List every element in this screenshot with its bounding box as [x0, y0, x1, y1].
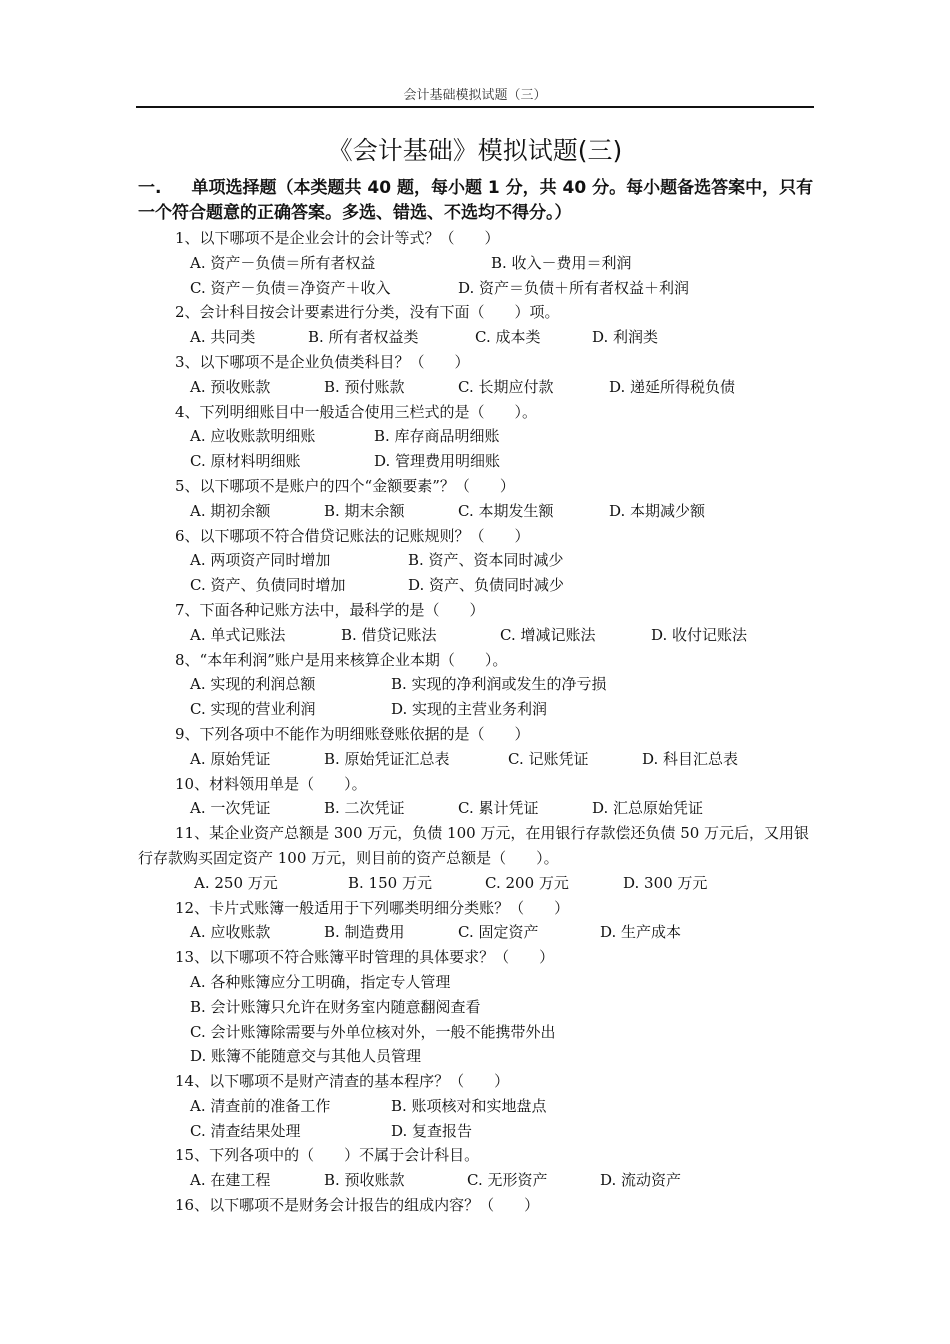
option-row — [138, 1044, 818, 1069]
question-stem: 12、卡片式账簿一般适用于下列哪类明细分类账？（ ） — [175, 898, 570, 917]
option: A. 一次凭证 — [190, 799, 271, 818]
option-row — [138, 375, 818, 400]
question-stem: 15、下列各项中的（ ）不属于会计科目。 — [175, 1146, 480, 1165]
question-stem: 8、“本年利润”账户是用来核算企业本期（ ）。 — [175, 650, 508, 669]
option: B. 预付账款 — [324, 377, 405, 396]
option: D. 账簿不能随意交与其他人员管理 — [190, 1047, 422, 1066]
option-row — [138, 1168, 818, 1193]
option-row — [138, 573, 818, 598]
option-row — [138, 970, 818, 995]
option: D. 复查报告 — [391, 1121, 473, 1140]
question-stem: 4、下列明细账目中一般适合使用三栏式的是（ ）。 — [175, 402, 538, 421]
option: C. 资产－负债＝净资产＋收入 — [190, 278, 391, 297]
question-stem: 16、以下哪项不是财务会计报告的组成内容？（ ） — [175, 1196, 540, 1215]
question-stem: 5、以下哪项不是账户的四个“金额要素”？（ ） — [175, 476, 515, 495]
option: A. 250 万元 — [194, 873, 278, 892]
option: C. 原材料明细账 — [190, 452, 301, 471]
option: D. 本期减少额 — [609, 501, 706, 520]
option: B. 期末余额 — [324, 501, 405, 520]
question-stem: 13、以下哪项不符合账簿平时管理的具体要求？（ ） — [175, 948, 555, 967]
option: D. 资产＝负债＋所有者权益＋利润 — [458, 278, 690, 297]
option: B. 账项核对和实地盘点 — [391, 1096, 547, 1115]
option-row — [138, 1020, 818, 1045]
question-stem: 2、会计科目按会计要素进行分类，没有下面（ ）项。 — [175, 303, 560, 322]
option-row — [138, 871, 818, 896]
option-row — [138, 920, 818, 945]
option: C. 清查结果处理 — [190, 1121, 301, 1140]
page-title: 《会计基础》模拟试题(三) — [327, 136, 623, 165]
option: C. 资产、负债同时增加 — [190, 576, 346, 595]
question-stem: 9、下列各项中不能作为明细账登账依据的是（ ） — [175, 724, 530, 743]
option: D. 管理费用明细账 — [374, 452, 501, 471]
option: D. 流动资产 — [600, 1171, 682, 1190]
option: B. 库存商品明细账 — [374, 427, 500, 446]
option: C. 记账凭证 — [508, 749, 589, 768]
option: D. 300 万元 — [623, 873, 708, 892]
option: A. 共同类 — [190, 328, 256, 347]
option-row — [138, 672, 818, 697]
question-stem: 7、下面各种记账方法中，最科学的是（ ） — [175, 600, 485, 619]
option: C. 实现的营业利润 — [190, 700, 316, 719]
option-row — [138, 1119, 818, 1144]
option: A. 应收账款明细账 — [190, 427, 316, 446]
section-heading — [138, 176, 818, 226]
option: A. 资产－负债＝所有者权益 — [190, 253, 376, 272]
option: C. 无形资产 — [467, 1171, 548, 1190]
header-rule — [136, 106, 814, 108]
option: B. 借贷记账法 — [341, 625, 437, 644]
option: A. 预收账款 — [190, 377, 271, 396]
option: A. 各种账簿应分工明确，指定专人管理 — [190, 972, 451, 991]
option-row — [138, 499, 818, 524]
option: D. 汇总原始凭证 — [592, 799, 704, 818]
option: B. 所有者权益类 — [308, 328, 419, 347]
option-row — [138, 449, 818, 474]
option: B. 收入－费用＝利润 — [491, 253, 632, 272]
option: C. 本期发生额 — [458, 501, 554, 520]
option-row — [138, 276, 818, 301]
option-row — [138, 325, 818, 350]
option: A. 单式记账法 — [190, 625, 286, 644]
option: B. 150 万元 — [348, 873, 432, 892]
option: B. 资产、资本同时减少 — [408, 551, 564, 570]
question-list — [138, 226, 818, 1218]
option: D. 资产、负债同时减少 — [408, 576, 565, 595]
option: A. 清查前的准备工作 — [190, 1096, 331, 1115]
option: A. 期初余额 — [190, 501, 271, 520]
question-stem: 11、某企业资产总额是 300 万元，负债 100 万元，在用银行存款偿还负债 50 万元后，又用银行存款购买固定资产 100 万元，则目前的资产总额是（ ）。 — [138, 824, 810, 867]
option: B. 预收账款 — [324, 1171, 405, 1190]
option: A. 应收账款 — [190, 923, 271, 942]
option-row — [138, 747, 818, 772]
option-row — [138, 995, 818, 1020]
option: A. 实现的利润总额 — [190, 675, 316, 694]
option: B. 实现的净利润或发生的净亏损 — [391, 675, 607, 694]
option: D. 利润类 — [592, 328, 659, 347]
option: C. 累计凭证 — [458, 799, 539, 818]
option-row — [138, 796, 818, 821]
option: C. 成本类 — [475, 328, 541, 347]
option: D. 递延所得税负债 — [609, 377, 736, 396]
option: D. 收付记账法 — [651, 625, 748, 644]
option: D. 实现的主营业务利润 — [391, 700, 548, 719]
option: B. 二次凭证 — [324, 799, 405, 818]
option: C. 200 万元 — [485, 873, 569, 892]
option: A. 两项资产同时增加 — [190, 551, 331, 570]
question-stem: 10、材料领用单是（ ）。 — [175, 774, 367, 793]
section-text: 单项选择题（本类题共 40 题，每小题 1 分，共 40 分。每小题备选答案中，只有一个符合题意的正确答案。多选、错选、不选均不得分。） — [138, 178, 814, 223]
question-stem: 6、以下哪项不符合借贷记账法的记账规则？（ ） — [175, 526, 530, 545]
option: C. 增减记账法 — [500, 625, 596, 644]
option: C. 固定资产 — [458, 923, 539, 942]
option: D. 生产成本 — [600, 923, 682, 942]
option: C. 会计账簿除需要与外单位核对外，一般不能携带外出 — [190, 1022, 556, 1041]
question-stem: 3、以下哪项不是企业负债类科目？（ ） — [175, 352, 470, 371]
option-row — [138, 697, 818, 722]
option-row — [138, 424, 818, 449]
option-row — [138, 251, 818, 276]
option: D. 科目汇总表 — [642, 749, 739, 768]
option: B. 会计账簿只允许在财务室内随意翻阅查看 — [190, 997, 481, 1016]
option: A. 在建工程 — [190, 1171, 271, 1190]
option-row — [138, 1094, 818, 1119]
option: B. 原始凭证汇总表 — [324, 749, 450, 768]
option: C. 长期应付款 — [458, 377, 554, 396]
option: A. 原始凭证 — [190, 749, 271, 768]
question-stem: 1、以下哪项不是企业会计的会计等式？（ ） — [175, 229, 500, 247]
option-row — [138, 548, 818, 573]
question-stem: 14、以下哪项不是财产清查的基本程序？（ ） — [175, 1072, 510, 1091]
running-header: 会计基础模拟试题（三） — [403, 88, 547, 103]
section-number: 一. — [138, 178, 162, 198]
option: B. 制造费用 — [324, 923, 405, 942]
option-row — [138, 623, 818, 648]
